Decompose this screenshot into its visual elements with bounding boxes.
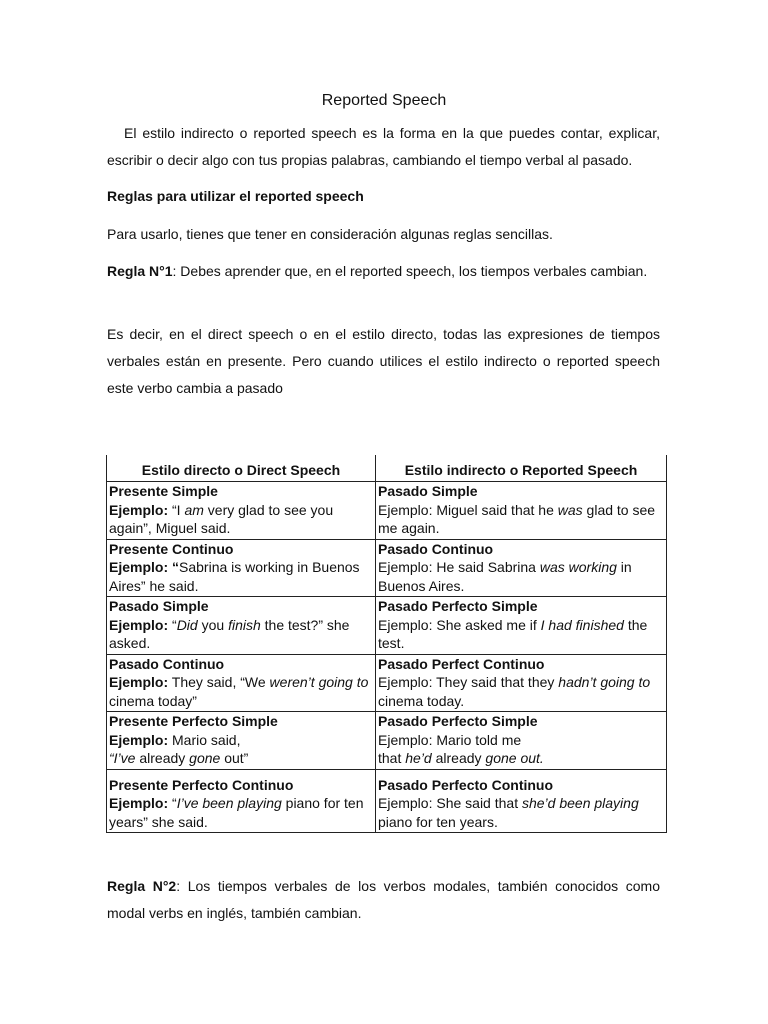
example-text: the test?” she asked. bbox=[109, 616, 350, 651]
reported-example: Ejemplo: Mario told me bbox=[378, 731, 522, 748]
example-label: Ejemplo: “ bbox=[109, 559, 180, 575]
example-text: Ejemplo: They said that they bbox=[378, 674, 559, 690]
example-text: out” bbox=[220, 750, 249, 766]
direct-tense: Pasado Continuo bbox=[109, 655, 225, 672]
reported-example-continued bbox=[378, 749, 665, 768]
col-reported-header: Estilo indirecto o Reported Speech bbox=[376, 455, 667, 482]
table-row bbox=[107, 482, 667, 540]
example-emphasis: was bbox=[557, 501, 583, 518]
direct-tense: Presente Perfecto Continuo bbox=[109, 776, 294, 793]
example-text: Sabrina is working in Buenos Aires” he said. bbox=[109, 559, 360, 594]
example-text: Mario said, bbox=[168, 731, 241, 748]
reported-example bbox=[378, 616, 665, 653]
example-text: you bbox=[197, 616, 229, 633]
example-emphasis: gone out. bbox=[485, 750, 544, 766]
example-text: the test. bbox=[378, 616, 648, 651]
direct-tense: Presente Perfecto Simple bbox=[109, 713, 278, 729]
example-emphasis: she’d been playing bbox=[521, 795, 639, 811]
table-row bbox=[107, 712, 667, 770]
reported-example bbox=[378, 558, 665, 595]
example-emphasis: hadn’t going to bbox=[558, 674, 651, 690]
example-label: Ejemplo: bbox=[109, 731, 169, 748]
reported-cell bbox=[376, 654, 667, 712]
col-direct-header: Estilo directo o Direct Speech bbox=[107, 455, 376, 482]
example-label: Ejemplo: bbox=[109, 674, 169, 690]
direct-tense: Presente Continuo bbox=[109, 540, 234, 557]
table-row bbox=[107, 769, 667, 833]
intro-paragraph: El estilo indirecto o reported speech es la forma en la que puedes contar, explicar, escribir o decir algo con tus propias palabras, cambiando el tiempo verbal al pasado. bbox=[107, 125, 660, 168]
table-row bbox=[107, 597, 667, 655]
example-label: Ejemplo: bbox=[109, 795, 169, 811]
rule-1-label: Regla N°1 bbox=[107, 263, 173, 279]
reported-cell bbox=[376, 712, 667, 770]
reported-cell bbox=[376, 539, 667, 597]
example-label: Ejemplo: bbox=[109, 501, 169, 518]
example-text: already bbox=[431, 750, 486, 766]
direct-cell bbox=[107, 769, 376, 833]
example-text: cinema today. bbox=[378, 692, 465, 709]
rule-1-explanation: Es decir, en el direct speech o en el estilo directo, todas las expresiones de tiempos verbales están en presente. Pero cuando utilices el estilo indirecto o reported speech este verbo cambia a pasado bbox=[107, 326, 660, 396]
example-text: Ejemplo: She said that bbox=[378, 795, 522, 811]
example-text: that bbox=[378, 750, 406, 766]
table-row bbox=[107, 539, 667, 597]
rule-1 bbox=[107, 258, 660, 285]
direct-example bbox=[109, 616, 374, 653]
example-emphasis: gone bbox=[189, 750, 221, 766]
direct-cell bbox=[107, 482, 376, 540]
example-text: very glad to see you again”, Miguel said. bbox=[109, 501, 334, 536]
example-text: They said, “We bbox=[168, 674, 270, 690]
direct-example bbox=[109, 558, 374, 595]
rule-1-text: : Debes aprender que, en el reported speech, los tiempos verbales cambian. bbox=[172, 263, 648, 279]
table-header-row bbox=[107, 455, 667, 482]
direct-example bbox=[109, 731, 374, 750]
reported-cell bbox=[376, 482, 667, 540]
speech-table bbox=[106, 455, 667, 833]
direct-cell bbox=[107, 597, 376, 655]
direct-example bbox=[109, 501, 374, 538]
reported-cell bbox=[376, 769, 667, 833]
example-emphasis: Did bbox=[176, 616, 198, 633]
example-emphasis: finish bbox=[228, 616, 261, 633]
reported-tense: Pasado Continuo bbox=[378, 540, 494, 557]
example-emphasis: weren’t going to bbox=[269, 674, 369, 690]
example-text: cinema today” bbox=[109, 692, 197, 709]
direct-cell bbox=[107, 539, 376, 597]
example-text: in Buenos Aires. bbox=[378, 559, 632, 594]
reported-tense: Pasado Perfecto Continuo bbox=[378, 776, 554, 793]
example-text: already bbox=[135, 750, 190, 766]
example-text: Ejemplo: Miguel said that he bbox=[378, 501, 558, 518]
reported-tense: Pasado Perfecto Simple bbox=[378, 713, 538, 729]
reported-tense: Pasado Simple bbox=[378, 483, 478, 499]
direct-cell bbox=[107, 654, 376, 712]
example-emphasis: he’d bbox=[405, 750, 432, 766]
rules-heading: Reglas para utilizar el reported speech bbox=[107, 188, 364, 204]
reported-cell bbox=[376, 597, 667, 655]
example-text: “ bbox=[168, 795, 177, 811]
example-text: glad to see me again. bbox=[378, 501, 656, 536]
example-emphasis: I had finished bbox=[540, 616, 624, 633]
example-text: Ejemplo: She asked me if bbox=[378, 616, 541, 633]
example-emphasis: was working bbox=[539, 559, 617, 575]
rule-2-label: Regla N°2 bbox=[107, 878, 177, 894]
table-row bbox=[107, 654, 667, 712]
page-title: Reported Speech bbox=[321, 92, 447, 109]
reported-example bbox=[378, 794, 665, 831]
example-label: Ejemplo: bbox=[109, 616, 169, 633]
example-emphasis: “I’ve bbox=[109, 750, 136, 766]
reported-tense: Pasado Perfect Continuo bbox=[378, 655, 545, 672]
direct-example bbox=[109, 794, 374, 831]
reported-tense: Pasado Perfecto Simple bbox=[378, 598, 538, 614]
reported-example bbox=[378, 673, 665, 710]
example-emphasis: I’ve been playing bbox=[176, 795, 282, 811]
rule-2 bbox=[107, 873, 660, 927]
direct-example bbox=[109, 673, 374, 710]
direct-tense: Presente Simple bbox=[109, 483, 218, 499]
example-text: “I bbox=[168, 501, 185, 518]
example-emphasis: am bbox=[184, 501, 204, 518]
example-text: Ejemplo: He said Sabrina bbox=[378, 559, 540, 575]
reported-example bbox=[378, 501, 665, 538]
example-text: piano for ten years” she said. bbox=[109, 795, 364, 830]
direct-cell bbox=[107, 712, 376, 770]
example-text: “ bbox=[168, 616, 177, 633]
direct-tense: Pasado Simple bbox=[109, 598, 209, 614]
rules-intro: Para usarlo, tienes que tener en consideración algunas reglas sencillas. bbox=[107, 226, 553, 242]
rule-2-text: : Los tiempos verbales de los verbos modales, también conocidos como modal verbs en inglés, también cambian. bbox=[107, 878, 660, 921]
direct-example-continued bbox=[109, 749, 374, 768]
example-text: piano for ten years. bbox=[378, 813, 498, 830]
